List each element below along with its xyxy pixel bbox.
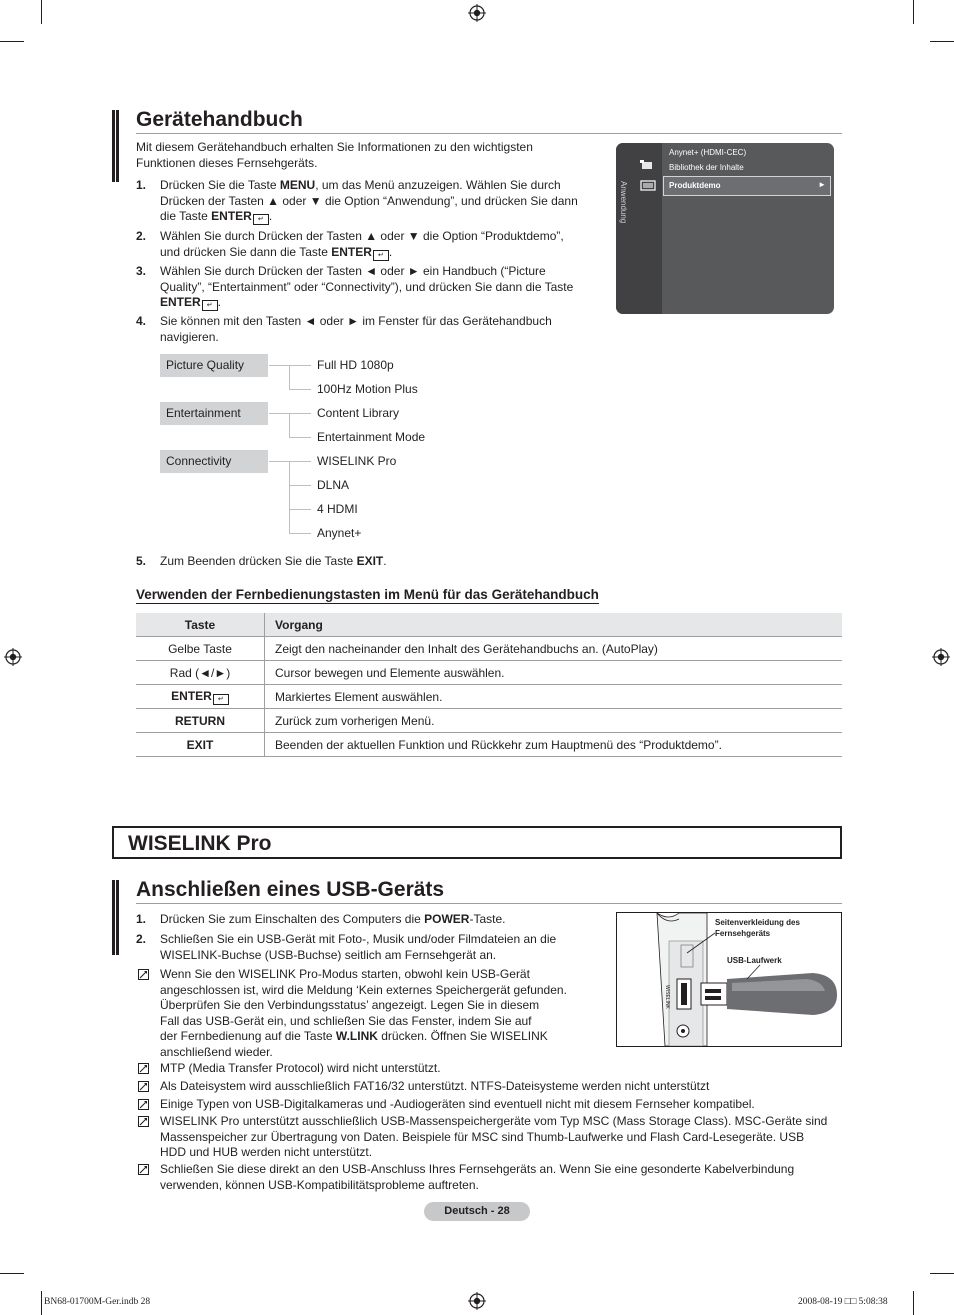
crop-mark (41, 1291, 42, 1315)
crop-mark (913, 1291, 914, 1315)
tree-connector (289, 389, 311, 390)
port-label: WISELINK (664, 985, 670, 1009)
crop-mark (930, 1273, 954, 1274)
table-row (136, 709, 842, 733)
table-cell: Zurück zum vorherigen Menü. (265, 709, 843, 733)
menu-item: Bibliothek der Inhalte (669, 163, 744, 172)
section-title: Anschließen eines USB-Geräts (136, 878, 445, 901)
tv-screen-icon (640, 180, 656, 192)
usb-step-2-text: Schließen Sie ein USB-Gerät mit Foto-, Musik und/oder Filmdateien an die WISELINK-Buchse (USB-Buchse) seitlich am Fernsehgerät an. (160, 932, 557, 962)
table-row (136, 733, 842, 757)
note-icon (138, 969, 149, 980)
section-title: Gerätehandbuch (136, 108, 303, 131)
tv-menu-screenshot (616, 143, 834, 314)
tree-connector (289, 533, 311, 534)
table-cell: Zeigt den nacheinander den Inhalt des Gerätehandbuchs an. (AutoPlay) (265, 637, 843, 661)
note-text: Wenn Sie den WISELINK Pro-Modus starten, obwohl kein USB-Gerät angeschlossen ist, wird die Meldung ‘Kein externes Speichergerät gefunden. Überprüfen Sie den Verbindungsstatus’ angezeigt. Legen Sie in diesem Fall das USB-Gerät ein, und schließen Sie das Fenster, indem Sie auf der Fernbedienung auf die Taste W.LINK drücken. Öffnen Sie WISELINK anschließend wieder. (160, 967, 567, 1059)
note-icon (138, 1164, 149, 1175)
tree-item: DLNA (317, 478, 350, 492)
wiselink-title-box (112, 826, 842, 859)
enter-key-icon: ↵ (373, 250, 389, 261)
box-title: WISELINK Pro (128, 832, 272, 855)
step-number: 2. (136, 932, 147, 946)
diagram-label-side: Seitenverkleidung des Fernsehgeräts (715, 918, 800, 938)
table-cell: ENTER ↵ (136, 685, 265, 709)
step-number: 2. (136, 229, 147, 243)
enter-key-icon: ↵ (253, 214, 269, 225)
tree-connector (289, 365, 290, 389)
usb-step-1-text: Drücken Sie zum Einschalten des Computers die POWER-Taste. (160, 912, 506, 926)
table-row (136, 637, 842, 661)
table-cell: RETURN (136, 709, 265, 733)
note-text: WISELINK Pro unterstützt ausschließlich USB-Massenspeichergeräte vom Typ MSC (Mass Storage Class). MSC-Geräte sind Massenspeicher zur Übertragung von Daten. Beispiele für MSC sind Thumb-Laufwerke und Flash Card-Lesegeräte. USB HDD und HUB werden nicht unterstützt. (160, 1114, 828, 1159)
tree-item: Entertainment Mode (317, 430, 426, 444)
enter-key-icon: ↵ (202, 300, 218, 311)
table-cell: Beenden der aktuellen Funktion und Rückkehr zum Hauptmenü des “Produktdemo”. (265, 733, 843, 757)
right-arrow-icon: ► (818, 180, 826, 189)
table-row (136, 661, 842, 685)
step-number: 5. (136, 554, 147, 568)
tree-category: Picture Quality (160, 354, 268, 377)
section-bar (112, 110, 119, 182)
section-bar (112, 880, 119, 955)
diagram-label-usb: USB-Laufwerk (727, 956, 782, 965)
tree-category: Entertainment (160, 402, 268, 425)
step-number: 1. (136, 912, 147, 926)
step-3-text: Wählen Sie durch Drücken der Tasten ◄ oder ► ein Handbuch (“Picture Quality”, “Entertainment” oder “Connectivity”), und drücken Sie dann die Taste ENTER ↵ . (160, 264, 574, 309)
footer-file: BN68-01700M-Ger.indb 28 (44, 1297, 151, 1307)
tree-connector (269, 461, 311, 462)
registration-mark-icon (468, 1292, 486, 1310)
application-icon (640, 159, 654, 171)
tree-item: 4 HDMI (317, 502, 358, 516)
step-2-text: Wählen Sie durch Drücken der Tasten ▲ oder ▼ die Option “Produktdemo”, und drücken Sie dann die Taste ENTER ↵ . (160, 229, 564, 259)
step-1-text: Drücken Sie die Taste MENU, um das Menü anzuzeigen. Wählen Sie durch Drücken der Tasten ▲ oder ▼ die Option “Anwendung”, und drücken Sie dann die Taste ENTER ↵ . (160, 178, 578, 223)
crop-mark (930, 41, 954, 42)
crop-mark (913, 0, 914, 24)
page-number-badge: Deutsch - 28 (424, 1202, 530, 1221)
note-icon (138, 1081, 149, 1092)
table-row (136, 685, 842, 709)
crop-mark (0, 1273, 24, 1274)
tree-item: 100Hz Motion Plus (317, 382, 418, 396)
note-text: MTP (Media Transfer Protocol) wird nicht unterstützt. (160, 1061, 441, 1075)
tree-item: Anynet+ (317, 526, 362, 540)
remote-keys-table (136, 613, 842, 757)
table-cell: Rad (◄/►) (136, 661, 265, 685)
title-rule (136, 903, 842, 904)
note-text: Einige Typen von USB-Digitalkameras und -Audiogeräten sind eventuell nicht mit diesem Fernseher kompatibel. (160, 1097, 755, 1111)
tree-connector (289, 509, 311, 510)
note-icon (138, 1063, 149, 1074)
tree-connector (289, 437, 311, 438)
menu-item-selected (663, 176, 831, 196)
tree-item: Content Library (317, 406, 400, 420)
menu-item: Anynet+ (HDMI-CEC) (669, 148, 747, 157)
note-text: Als Dateisystem wird ausschließlich FAT16/32 unterstützt. NTFS-Dateisysteme werden nicht unterstützt (160, 1079, 710, 1093)
menu-side-column (616, 143, 662, 314)
table-header-row (136, 613, 842, 637)
tree-item: WISELINK Pro (317, 454, 397, 468)
note-text: Schließen Sie diese direkt an den USB-Anschluss Ihres Fernsehgeräts an. Wenn Sie eine gesonderte Kabelverbindung verwenden, können USB-Kompatibilitätsprobleme auftreten. (160, 1162, 795, 1192)
step-number: 3. (136, 264, 147, 278)
table-cell: EXIT (136, 733, 265, 757)
registration-mark-icon (468, 4, 486, 22)
crop-mark (41, 0, 42, 24)
note-icon (138, 1099, 149, 1110)
tree-category: Connectivity (160, 450, 268, 473)
registration-mark-icon (4, 648, 22, 666)
title-rule (136, 133, 842, 134)
tree-connector (289, 413, 290, 437)
step-number: 1. (136, 178, 147, 192)
table-cell: Cursor bewegen und Elemente auswählen. (265, 661, 843, 685)
step-5-text: Zum Beenden drücken Sie die Taste EXIT. (160, 554, 387, 568)
menu-item-label: Produktdemo (669, 181, 721, 190)
tree-connector (289, 485, 311, 486)
menu-side-label: Anwendung (619, 181, 628, 224)
enter-key-icon: ↵ (213, 694, 229, 705)
intro-text: Mit diesem Gerätehandbuch erhalten Sie Informationen zu den wichtigsten Funktionen dieses Fernsehgeräts. (136, 140, 533, 170)
registration-mark-icon (932, 648, 950, 666)
tree-connector (269, 413, 311, 414)
tree-connector (289, 461, 290, 533)
table-header: Vorgang (265, 613, 843, 637)
tree-connector (269, 365, 311, 366)
note-icon (138, 1116, 149, 1127)
tree-item: Full HD 1080p (317, 358, 394, 372)
crop-mark (0, 41, 24, 42)
step-number: 4. (136, 314, 147, 328)
table-cell: Gelbe Taste (136, 637, 265, 661)
table-cell: Markiertes Element auswählen. (265, 685, 843, 709)
usb-connection-diagram (616, 912, 842, 1047)
sub-heading: Verwenden der Fernbedienungstasten im Menü für das Gerätehandbuch (136, 587, 599, 602)
table-header: Taste (136, 613, 265, 637)
footer-date: 2008-08-19 □□ 5:08:38 (798, 1297, 888, 1307)
step-4-text: Sie können mit den Tasten ◄ oder ► im Fenster für das Gerätehandbuch navigieren. (160, 314, 552, 344)
